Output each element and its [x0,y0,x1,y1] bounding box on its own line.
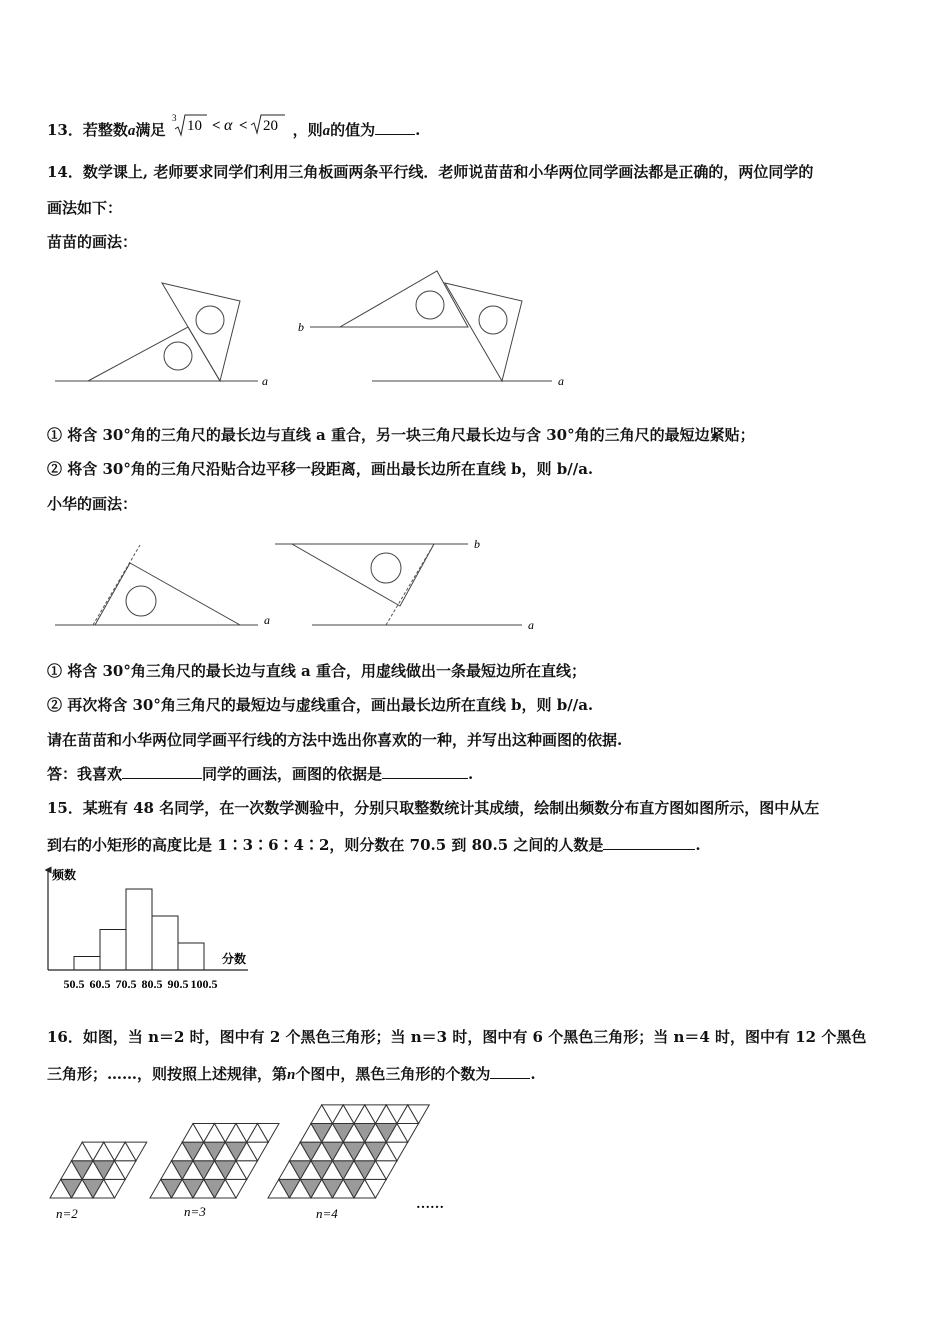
histogram-bar [178,943,204,970]
q14-answer-blank-1[interactable] [122,764,202,779]
triangle-slanted-right [445,283,522,381]
label-b-right: b [298,320,304,334]
q13-answer-blank[interactable] [375,120,415,135]
q16-text-line2-b: 个图中，黑色三角形的个数为 [295,1065,491,1083]
q13-end: . [415,121,421,139]
q14-text-line1: 数学课上, 老师要求同学们利用三角板画两条平行线．老师说苗苗和小华两位同学画法都是正确的，两位同学的 [82,163,814,181]
q14-answer-line [47,764,473,784]
q16-var-n: n [287,1067,296,1083]
miaomiao-step1: ① 将含 30°角的三角尺的最长边与直线 a 重合，另一块三角尺最长边与含 30°角的三角尺的最短边紧贴； [47,426,755,444]
miaomiao-figure [50,265,580,395]
q16-line1 [47,1027,866,1047]
miaomiao-title: 苗苗的画法： [47,233,138,251]
x-tick-label: 60.5 [89,977,111,991]
x-tick-label: 100.5 [190,977,218,991]
label-a-right: a [558,374,564,388]
histogram-bar [100,930,126,971]
xiaohua-step2: ② 再次将含 30°角三角尺的最短边与虚线重合，画出最长边所在直线 b，则 b//a. [47,696,594,714]
q15-line2 [47,835,701,855]
rhombus-grid-n2 [50,1142,147,1198]
rhombus-grid-n4 [268,1105,429,1198]
x-tick-label: 50.5 [63,977,85,991]
q13-lt2: < [238,118,248,134]
triangle-hole [196,306,224,334]
histogram-bar [74,957,100,971]
x-axis-label: 分数 [222,952,247,966]
triangle-hole [164,342,192,370]
q13-var: a [127,123,136,139]
q15-answer-blank[interactable] [603,835,695,850]
dashed-shortest-side [93,545,140,625]
q15-line1 [47,798,819,818]
x-tick-label: 90.5 [167,977,189,991]
q16-text-line2-a: 三角形；……，则按照上述规律，第 [47,1065,288,1083]
q15-end: . [695,836,701,854]
triangle-hole [126,586,156,616]
q13-line [47,113,420,143]
q13-prefix: 若整数 [82,121,128,139]
q14-line1 [47,162,813,182]
triangle-hole [371,553,401,583]
q14-answer-b: 同学的画法，画图的依据是 [202,765,383,783]
q16-number: 16． [47,1028,83,1046]
q13-root-index: 3 [171,113,177,123]
q16-line2 [47,1064,536,1085]
q13-var2: a [322,123,331,139]
q13-radicand1: 10 [186,118,202,134]
q13-mid: 满足 [135,121,166,139]
q14-answer-a: 答：我喜欢 [47,765,123,783]
triangle-upper-right [340,271,468,327]
label-b-right: b [474,537,480,551]
label-a-right: a [528,618,534,632]
xiaohua-figure [50,530,550,635]
q14-prompt: 请在苗苗和小华两位同学画平行线的方法中选出你喜欢的一种，并写出这种画图的依据. [47,731,623,749]
rhombus-grid-n3 [150,1124,279,1198]
label-a-left: a [262,374,268,388]
xiaohua-title: 小华的画法： [47,495,138,513]
q13-lt1: < [211,118,221,134]
q16-text-line1: 如图，当 n＝2 时，图中有 2 个黑色三角形；当 n＝3 时，图中有 6 个黑色三角形；当 n＝4 时，图中有 12 个黑色 [82,1028,867,1046]
label-n2: n=2 [56,1206,78,1221]
q15-text-line2: 到右的小矩形的高度比是 1∶3∶6∶4∶2，则分数在 70.5 到 80.5 之间的人数是 [47,836,604,854]
ellipsis: …… [416,1197,444,1212]
miaomiao-step2: ② 将含 30°角的三角尺沿贴合边平移一段距离，画出最长边所在直线 b，则 b//a. [47,460,594,478]
label-n3: n=3 [184,1204,206,1219]
q13-radicand2: 20 [262,118,278,134]
histogram-bar [126,889,152,970]
q14-number: 14． [47,163,83,181]
q13-number: 13． [47,121,83,139]
triangle-left [95,563,240,625]
triangle-hole [479,306,507,334]
histogram-bar [152,916,178,970]
label-a-left: a [264,613,270,627]
label-n4: n=4 [316,1206,338,1221]
q13-inequality [171,113,293,143]
q13-suffix-pre: ，则 [292,121,323,139]
q14-answer-blank-2[interactable] [382,764,468,779]
xiaohua-step1: ① 将含 30°角三角尺的最长边与直线 a 重合，用虚线做出一条最短边所在直线； [47,662,586,680]
triangle-top-left [162,283,240,381]
frequency-histogram [40,862,265,997]
y-axis-label: 频数 [52,868,77,882]
q15-text-line1: 某班有 48 名同学，在一次数学测验中，分别只取整数统计其成绩，绘制出频数分布直方图如图所示，图中从左 [82,799,820,817]
q13-suffix-post: 的值为 [330,121,376,139]
triangle-hole [416,291,444,319]
q13-alpha: α [223,117,233,134]
triangle-pattern-figures [40,1094,480,1224]
q15-number: 15． [47,799,83,817]
q14-line2: 画法如下： [47,199,123,217]
dashed-shortest-side [386,544,434,625]
triangle-right [292,544,434,606]
x-tick-label: 70.5 [115,977,137,991]
q16-answer-blank[interactable] [490,1064,530,1079]
q16-end: . [530,1065,536,1083]
triangle-bottom-left [88,327,220,381]
x-tick-label: 80.5 [141,977,163,991]
q14-answer-end: . [468,765,474,783]
